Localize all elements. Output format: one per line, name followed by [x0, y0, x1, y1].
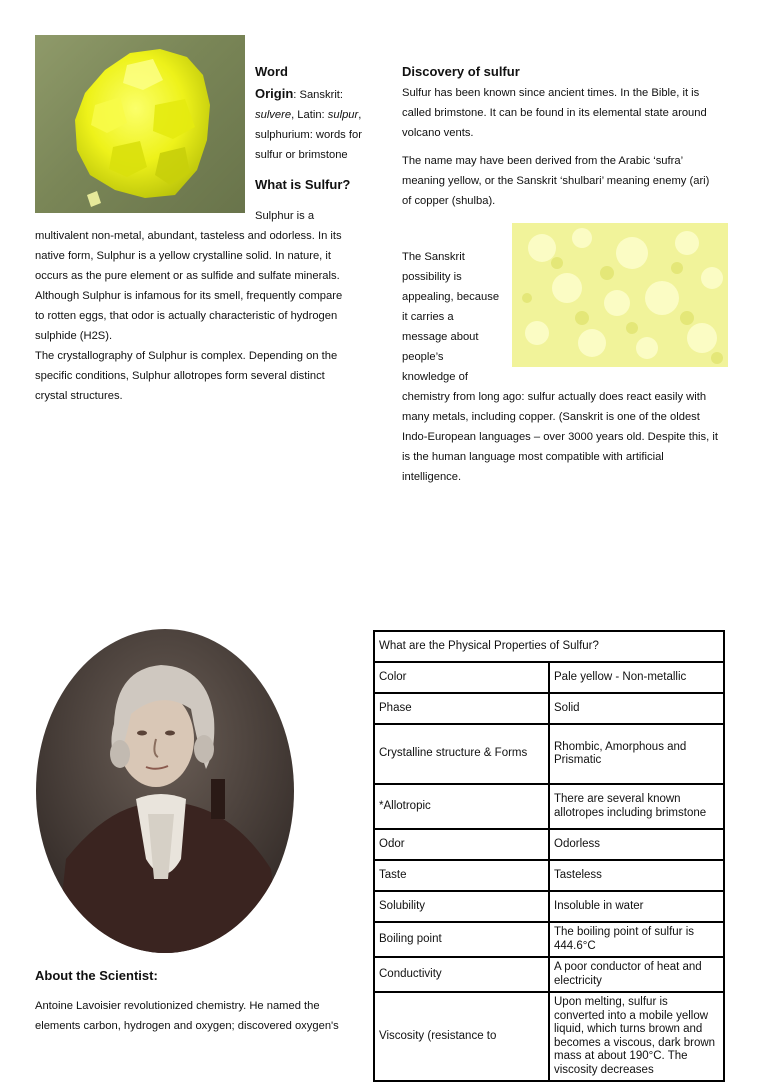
property-value: Insoluble in water: [549, 891, 724, 922]
property-label: Taste: [374, 860, 549, 891]
property-value: Upon melting, sulfur is converted into a mobile yellow liquid, which turns brown and becomes a viscous, dark brown mass at about 190°C. The viscosity decreases: [549, 992, 724, 1081]
property-label: *Allotropic: [374, 784, 549, 829]
what-line: native form, Sulphur is a yellow crystalline solid. In nature, it: [35, 250, 331, 262]
discovery-line: Indo-European languages – over 3000 years old. Despite this, it: [402, 431, 718, 443]
property-label: Odor: [374, 829, 549, 860]
discovery-line: message about: [402, 331, 479, 343]
property-value: Rhombic, Amorphous and Prismatic: [549, 724, 724, 784]
table-row: [374, 860, 724, 891]
discovery-line: Sulfur has been known since ancient times. In the Bible, it is: [402, 87, 700, 99]
what-is-sulfur-body: [35, 226, 365, 406]
property-label: Phase: [374, 693, 549, 724]
property-value: A poor conductor of heat and electricity: [549, 957, 724, 992]
discovery-line: The name may have been derived from the Arabic ‘sufra’: [402, 155, 684, 167]
table-title: What are the Physical Properties of Sulfur?: [374, 631, 724, 662]
what-line: specific conditions, Sulphur allotropes form several distinct: [35, 370, 325, 382]
what-line: occurs as the pure element or as sulfide and sulfate minerals.: [35, 270, 340, 282]
property-value: There are several known allotropes including brimstone: [549, 784, 724, 829]
discovery-para-3-narrow: [402, 247, 510, 387]
discovery-line: is the human language most compatible with artificial: [402, 451, 664, 463]
property-value: Odorless: [549, 829, 724, 860]
what-is-sulfur-heading: What is Sulfur?: [255, 177, 351, 192]
what-line: to rotten eggs, that odor is actually characteristic of hydrogen: [35, 310, 338, 322]
about-scientist-heading: About the Scientist:: [35, 968, 158, 983]
discovery-line: people’s: [402, 351, 444, 363]
sulfur-crystal-image: [35, 35, 245, 213]
property-label: Crystalline structure & Forms: [374, 724, 549, 784]
discovery-line: appealing, because: [402, 291, 500, 303]
discovery-heading: Discovery of sulfur: [402, 64, 520, 79]
table-row: [374, 724, 724, 784]
what-is-lead: Sulphur is a: [255, 210, 315, 222]
scientist-portrait: [36, 629, 294, 953]
word-heading: Word: [255, 64, 288, 79]
discovery-line: volcano vents.: [402, 127, 474, 139]
table-row: [374, 829, 724, 860]
discovery-line: meaning yellow, or the Sanskrit ‘shulbari’ meaning enemy (ari): [402, 175, 710, 187]
what-line: sulphide (H2S).: [35, 330, 113, 342]
table-row: [374, 891, 724, 922]
about-scientist-text-2: elements carbon, hydrogen and oxygen; discovered oxygen's: [35, 1020, 339, 1032]
discovery-line: called brimstone. It can be found in its elemental state around: [402, 107, 707, 119]
word-origin-text: Origin: Sanskrit: sulvere, Latin: sulpur, sulphurium: words for sulfur or brimstone: [255, 86, 362, 161]
table-row: [374, 784, 724, 829]
property-label: Solubility: [374, 891, 549, 922]
discovery-line: it carries a: [402, 311, 454, 323]
property-label: Boiling point: [374, 922, 549, 957]
what-line: crystal structures.: [35, 390, 123, 402]
property-value: Pale yellow - Non-metallic: [549, 662, 724, 693]
discovery-para-1: [402, 83, 742, 143]
discovery-line: chemistry from long ago: sulfur actually does react easily with: [402, 391, 707, 403]
discovery-line: The Sanskrit: [402, 251, 465, 263]
table-row: [374, 693, 724, 724]
property-label: Conductivity: [374, 957, 549, 992]
word-origin-block: [255, 63, 375, 165]
about-scientist-text: Antoine Lavoisier revolutionized chemistry. He named the: [35, 1000, 320, 1012]
property-label: Viscosity (resistance to: [374, 992, 549, 1081]
sulfur-powder-image: [512, 223, 728, 367]
what-line: Although Sulphur is infamous for its smell, frequently compare: [35, 290, 343, 302]
property-value: Solid: [549, 693, 724, 724]
discovery-line: knowledge of: [402, 371, 468, 383]
table-row: [374, 662, 724, 693]
discovery-para-3-wide: [402, 387, 742, 487]
what-line: The crystallography of Sulphur is complex. Depending on the: [35, 350, 338, 362]
discovery-line: of copper (shulba).: [402, 195, 496, 207]
table-title-row: [374, 631, 724, 662]
discovery-para-2: [402, 151, 742, 211]
table-row: [374, 957, 724, 992]
property-label: Color: [374, 662, 549, 693]
discovery-line: intelligence.: [402, 471, 462, 483]
physical-properties-table: [373, 630, 725, 1082]
property-value: Tasteless: [549, 860, 724, 891]
what-line: multivalent non-metal, abundant, tasteless and odorless. In its: [35, 230, 342, 242]
property-value: The boiling point of sulfur is 444.6°C: [549, 922, 724, 957]
table-row: [374, 922, 724, 957]
table-row: [374, 992, 724, 1081]
discovery-line: many metals, including copper. (Sanskrit is one of the oldest: [402, 411, 700, 423]
discovery-line: possibility is: [402, 271, 462, 283]
